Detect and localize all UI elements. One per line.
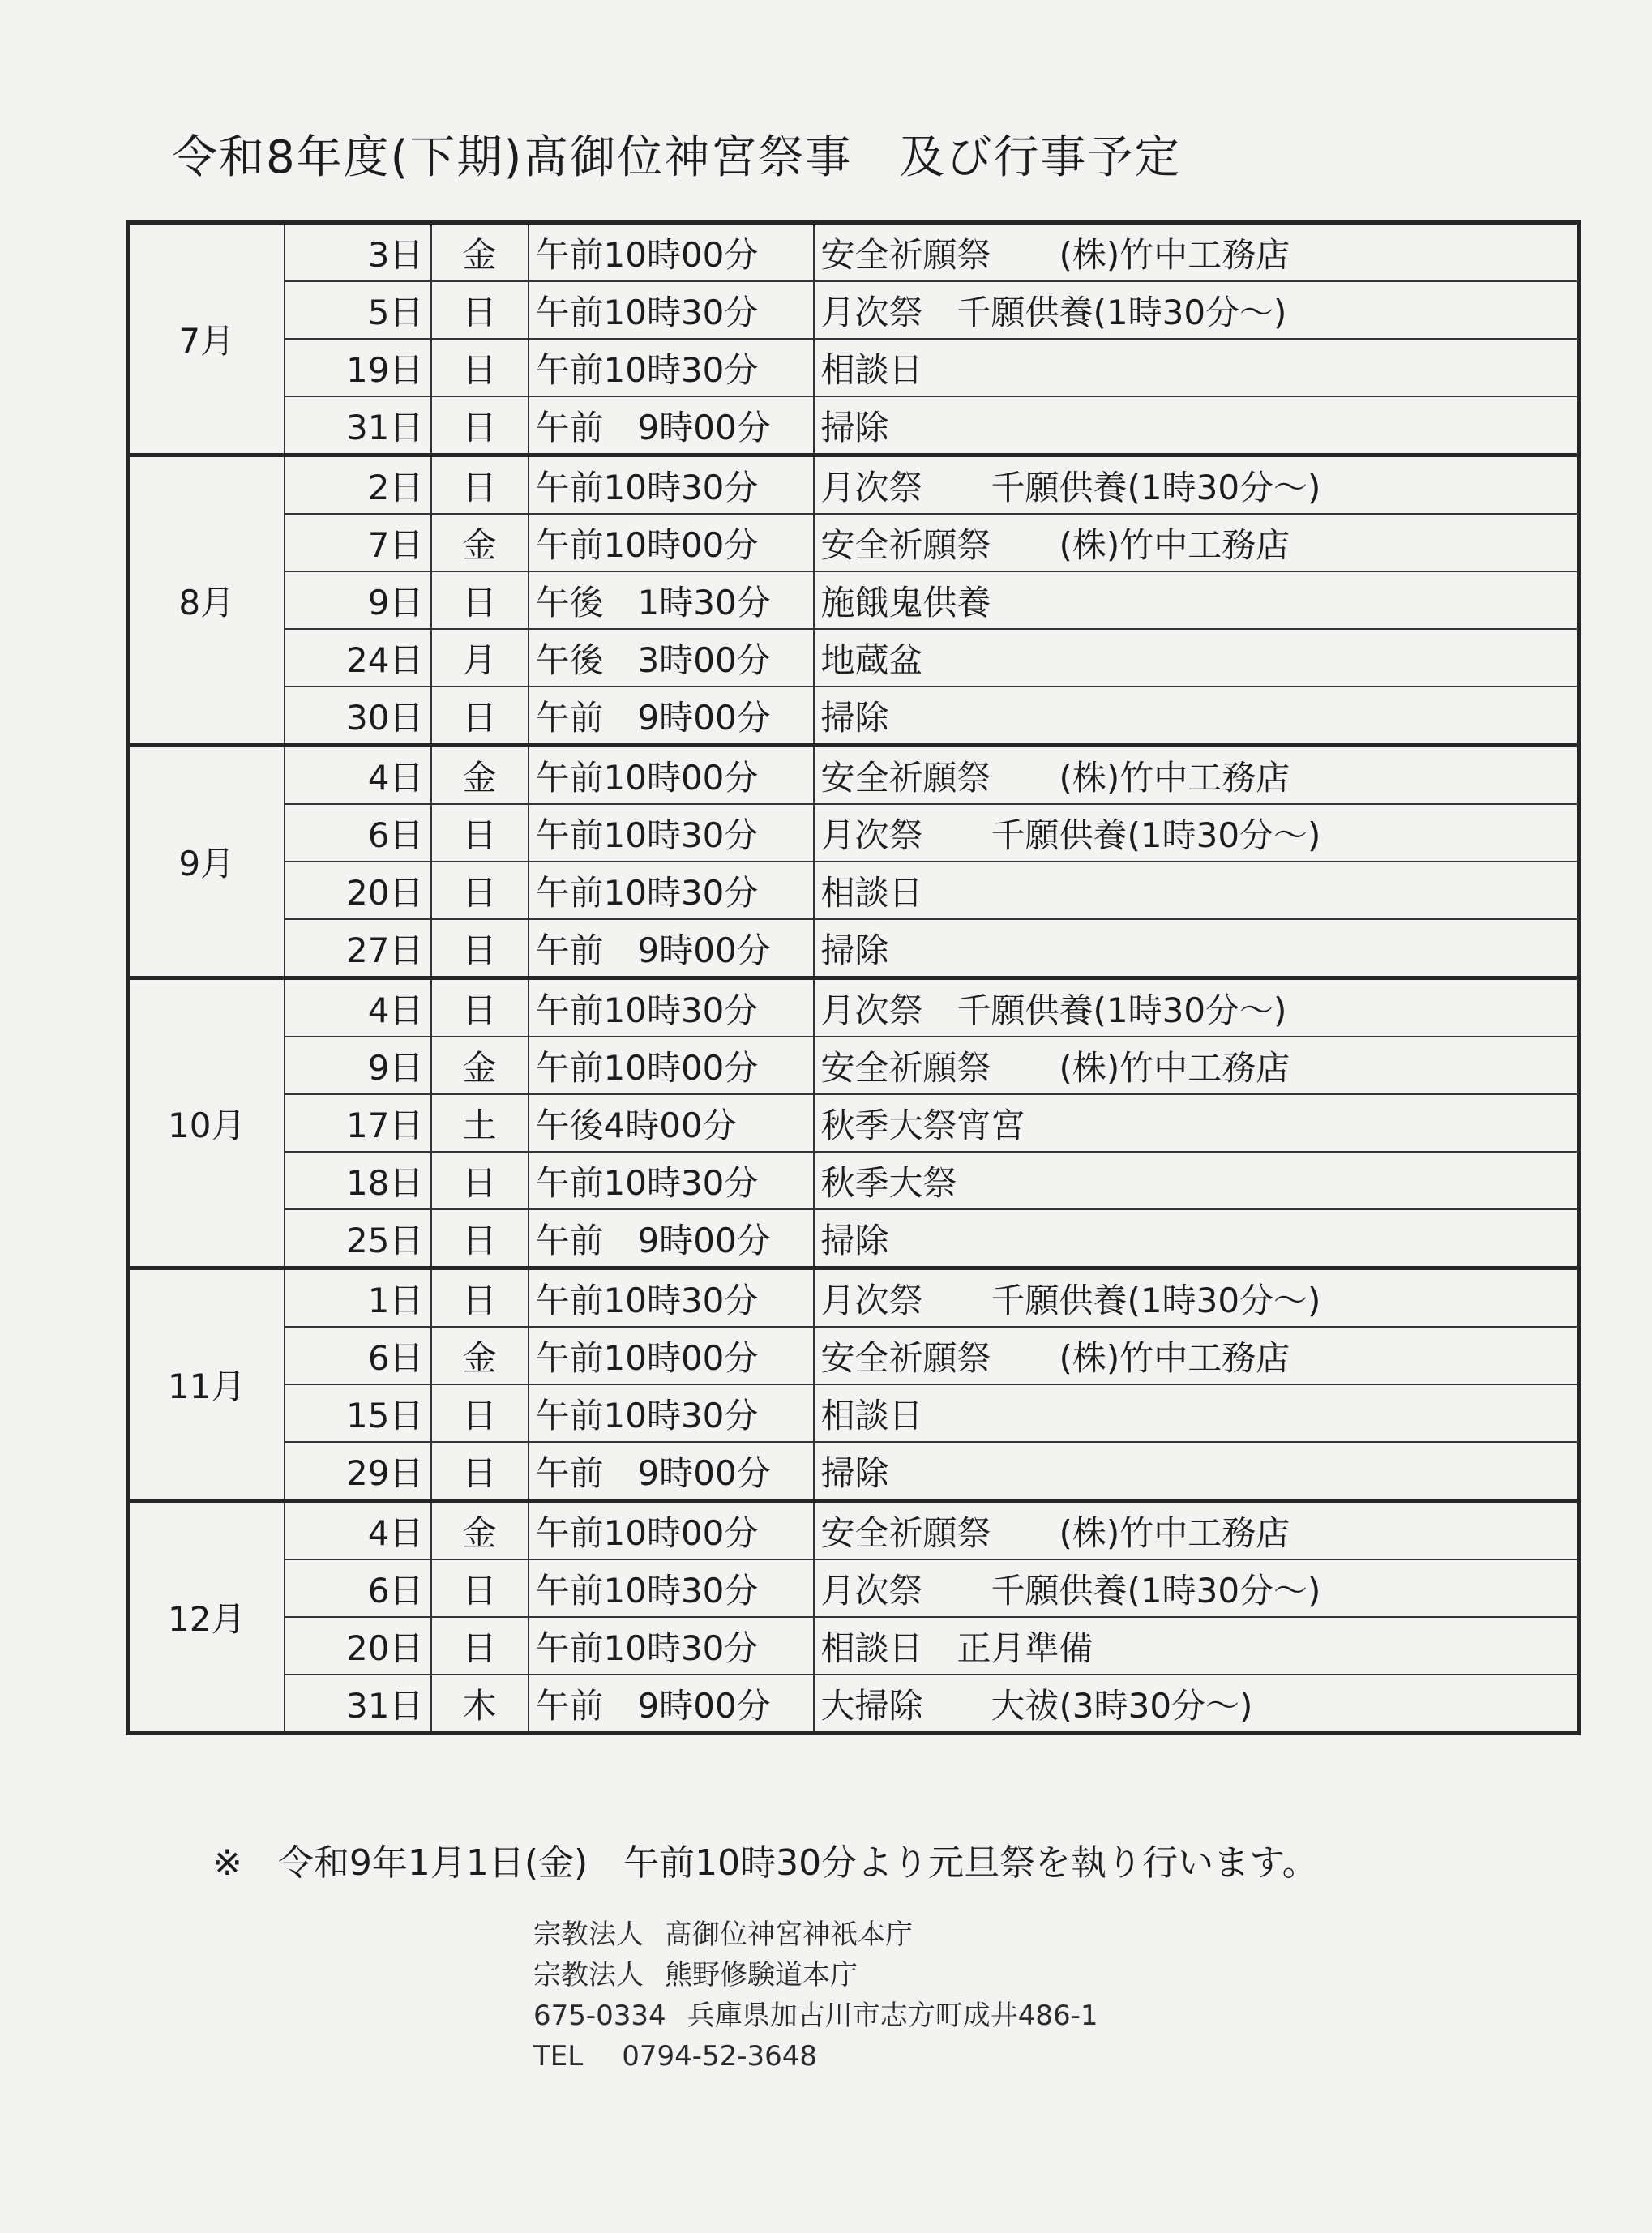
footer-org1 [533,1914,1098,1955]
weekday-cell: 日 [431,804,529,862]
time-cell: 午前10時30分 [529,1384,814,1442]
day-cell: 7日 [285,514,431,571]
event-cell: 相談日 正月準備 [814,1617,1579,1675]
table-row [128,1268,1579,1328]
month-label: 11月 [128,1268,285,1501]
table-row [128,1209,1579,1268]
table-row [128,746,1579,805]
weekday-cell: 日 [431,687,529,746]
weekday-cell: 金 [431,1037,529,1094]
time-cell: 午前 9時00分 [529,1675,814,1734]
day-cell: 31日 [285,1675,431,1734]
schedule-table [126,220,1581,1735]
event-cell: 掃除 [814,687,1579,746]
table-row [128,339,1579,396]
footer-contact [533,1914,1098,2077]
table-row [128,862,1579,919]
weekday-cell: 日 [431,862,529,919]
event-cell: 相談日 [814,862,1579,919]
weekday-cell: 日 [431,571,529,629]
time-cell: 午前10時00分 [529,746,814,805]
org2-name: 熊野修験道本庁 [665,1959,858,1991]
weekday-cell: 日 [431,1617,529,1675]
time-cell: 午前10時30分 [529,1559,814,1617]
day-cell: 15日 [285,1384,431,1442]
day-cell: 20日 [285,862,431,919]
time-cell: 午前10時00分 [529,1501,814,1560]
month-label: 12月 [128,1501,285,1734]
page-title: 令和8年度(下期)髙御位神宮祭事 及び行事予定 [172,131,1182,184]
day-cell: 5日 [285,281,431,339]
time-cell: 午前10時30分 [529,1268,814,1328]
event-cell: 掃除 [814,1209,1579,1268]
table-row [128,1037,1579,1094]
table-row [128,223,1579,282]
event-cell: 相談日 [814,339,1579,396]
org1-type: 宗教法人 [533,1919,644,1951]
event-cell: 秋季大祭 [814,1152,1579,1209]
day-cell: 19日 [285,339,431,396]
time-cell: 午前10時00分 [529,514,814,571]
table-row [128,687,1579,746]
table-row [128,1152,1579,1209]
time-cell: 午前10時30分 [529,978,814,1037]
table-row [128,919,1579,978]
weekday-cell: 日 [431,978,529,1037]
org1-name: 髙御位神宮神祇本庁 [665,1919,913,1951]
table-row [128,396,1579,456]
weekday-cell: 日 [431,339,529,396]
day-cell: 4日 [285,978,431,1037]
event-cell: 安全祈願祭 (株)竹中工務店 [814,1327,1579,1384]
time-cell: 午前 9時00分 [529,396,814,456]
time-cell: 午前10時30分 [529,456,814,515]
weekday-cell: 日 [431,456,529,515]
time-cell: 午前 9時00分 [529,1442,814,1501]
day-cell: 2日 [285,456,431,515]
event-cell: 大掃除 大祓(3時30分～) [814,1675,1579,1734]
weekday-cell: 日 [431,1442,529,1501]
event-cell: 月次祭 千願供養(1時30分～) [814,281,1579,339]
time-cell: 午後4時00分 [529,1094,814,1152]
tel-label: TEL [533,2040,584,2073]
org2-type: 宗教法人 [533,1959,644,1991]
time-cell: 午前 9時00分 [529,1209,814,1268]
event-cell: 掃除 [814,919,1579,978]
weekday-cell: 日 [431,1209,529,1268]
day-cell: 6日 [285,1559,431,1617]
day-cell: 6日 [285,804,431,862]
day-cell: 27日 [285,919,431,978]
footer-address [533,1996,1098,2036]
weekday-cell: 月 [431,629,529,687]
time-cell: 午前10時30分 [529,804,814,862]
weekday-cell: 木 [431,1675,529,1734]
table-row [128,281,1579,339]
day-cell: 29日 [285,1442,431,1501]
event-cell: 月次祭 千願供養(1時30分～) [814,1268,1579,1328]
time-cell: 午後 1時30分 [529,571,814,629]
time-cell: 午前10時00分 [529,1037,814,1094]
table-row [128,1327,1579,1384]
month-label: 8月 [128,456,285,746]
event-cell: 安全祈願祭 (株)竹中工務店 [814,514,1579,571]
time-cell: 午前10時30分 [529,862,814,919]
new-year-note: ※ 令和9年1月1日(金) 午前10時30分より元旦祭を執り行います。 [212,1842,1318,1884]
event-cell: 安全祈願祭 (株)竹中工務店 [814,223,1579,282]
event-cell: 地蔵盆 [814,629,1579,687]
event-cell: 月次祭 千願供養(1時30分～) [814,804,1579,862]
event-cell: 相談日 [814,1384,1579,1442]
table-row [128,456,1579,515]
day-cell: 6日 [285,1327,431,1384]
event-cell: 月次祭 千願供養(1時30分～) [814,456,1579,515]
time-cell: 午前10時30分 [529,281,814,339]
event-cell: 安全祈願祭 (株)竹中工務店 [814,1501,1579,1560]
table-row [128,1675,1579,1734]
table-row [128,571,1579,629]
day-cell: 24日 [285,629,431,687]
weekday-cell: 土 [431,1094,529,1152]
weekday-cell: 日 [431,1268,529,1328]
event-cell: 施餓鬼供養 [814,571,1579,629]
footer-org2 [533,1955,1098,1996]
event-cell: 安全祈願祭 (株)竹中工務店 [814,746,1579,805]
weekday-cell: 金 [431,746,529,805]
table-row [128,1617,1579,1675]
time-cell: 午前10時30分 [529,339,814,396]
weekday-cell: 金 [431,1327,529,1384]
time-cell: 午後 3時00分 [529,629,814,687]
day-cell: 3日 [285,223,431,282]
table-row [128,804,1579,862]
weekday-cell: 日 [431,281,529,339]
event-cell: 秋季大祭宵宮 [814,1094,1579,1152]
time-cell: 午前10時00分 [529,1327,814,1384]
month-label: 9月 [128,746,285,978]
day-cell: 20日 [285,1617,431,1675]
day-cell: 1日 [285,1268,431,1328]
event-cell: 月次祭 千願供養(1時30分～) [814,978,1579,1037]
footer-tel [533,2036,1098,2077]
day-cell: 4日 [285,746,431,805]
day-cell: 25日 [285,1209,431,1268]
postal-code: 675-0334 [533,2000,666,2032]
weekday-cell: 金 [431,514,529,571]
address: 兵庫県加古川市志方町成井486-1 [687,2000,1098,2032]
time-cell: 午前 9時00分 [529,687,814,746]
weekday-cell: 金 [431,223,529,282]
time-cell: 午前10時00分 [529,223,814,282]
day-cell: 9日 [285,1037,431,1094]
time-cell: 午前10時30分 [529,1152,814,1209]
day-cell: 17日 [285,1094,431,1152]
weekday-cell: 日 [431,1559,529,1617]
weekday-cell: 日 [431,1384,529,1442]
month-label: 10月 [128,978,285,1268]
time-cell: 午前 9時00分 [529,919,814,978]
table-row [128,1442,1579,1501]
tel-number: 0794-52-3648 [622,2040,818,2073]
weekday-cell: 日 [431,919,529,978]
event-cell: 月次祭 千願供養(1時30分～) [814,1559,1579,1617]
event-cell: 掃除 [814,396,1579,456]
day-cell: 31日 [285,396,431,456]
table-row [128,978,1579,1037]
event-cell: 掃除 [814,1442,1579,1501]
day-cell: 4日 [285,1501,431,1560]
table-row [128,1501,1579,1560]
day-cell: 30日 [285,687,431,746]
weekday-cell: 金 [431,1501,529,1560]
day-cell: 18日 [285,1152,431,1209]
table-row [128,1384,1579,1442]
day-cell: 9日 [285,571,431,629]
event-cell: 安全祈願祭 (株)竹中工務店 [814,1037,1579,1094]
table-row [128,1559,1579,1617]
table-row [128,629,1579,687]
weekday-cell: 日 [431,1152,529,1209]
month-label: 7月 [128,223,285,456]
table-row [128,514,1579,571]
time-cell: 午前10時30分 [529,1617,814,1675]
table-row [128,1094,1579,1152]
weekday-cell: 日 [431,396,529,456]
